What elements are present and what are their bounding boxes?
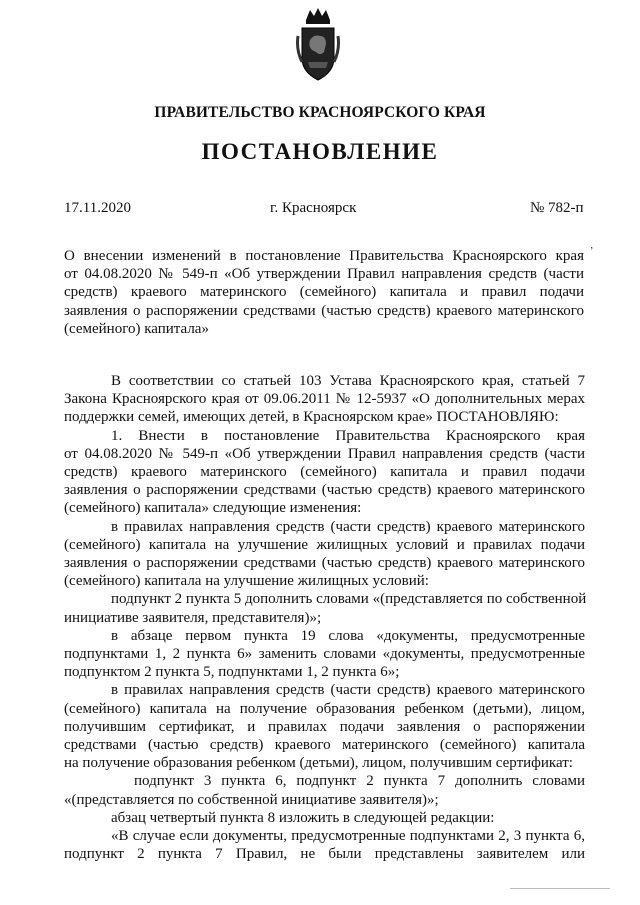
body-line: от 04.08.2020 № 549-п «Об утверждении Правил направления средств (части	[64, 445, 585, 462]
subject-line: заявления о распоряжении средствами (частью средств) краевого материнского	[64, 302, 584, 319]
document-number: № 782-п	[530, 200, 584, 216]
subject-line: (семейного) капитала»	[64, 320, 209, 337]
body-line: заявления о распоряжении средствами (частью средств) краевого материнского	[64, 555, 585, 572]
document-place: г. Красноярск	[270, 200, 357, 216]
body-line: средствами (частью средств) краевого материнского (семейного) капитала	[64, 737, 585, 754]
page-divider	[510, 888, 610, 889]
body-line: инициативе заявителя, представителя)»;	[64, 609, 322, 626]
organization-title: ПРАВИТЕЛЬСТВО КРАСНОЯРСКОГО КРАЯ	[154, 104, 486, 121]
body-line: В соответствии со статьей 103 Устава Красноярского края, статьей 7	[111, 373, 585, 389]
body-line: средств) краевого материнского (семейного) капитала и правил подачи	[64, 464, 585, 481]
body-line: (семейного) капитала на улучшение жилищных условий:	[64, 573, 429, 590]
subject-line: от 04.08.2020 № 549-п «Об утверждении Правил направления средств (части	[64, 266, 584, 283]
document-body	[64, 372, 585, 863]
subject-line: средств) краевого материнского (семейного) капитала и правил подачи	[64, 284, 584, 301]
scan-mark: ʼ	[590, 246, 594, 257]
body-line: подпунктами 1, 2 пункта 6» заменить словами «документы, предусмотренные	[64, 646, 585, 663]
body-line: (семейного) капитала на улучшение жилищных условий и правилах подачи	[64, 536, 585, 553]
document-subject	[64, 247, 584, 338]
body-line: подпункт 2 пункта 7 Правил, не были представлены заявителем или	[64, 846, 585, 863]
body-line: в правилах направления средств (части средств) краевого материнского	[111, 518, 585, 535]
body-line: в абзаце первом пункта 19 слова «документы, предусмотренные	[111, 627, 585, 644]
body-line: Закона Красноярского края от 09.06.2011 № 12-5937 «О дополнительных мерах	[64, 391, 585, 408]
subject-line: О внесении изменений в постановление Правительства Красноярского края	[64, 248, 584, 264]
body-line: (семейного) капитала» следующие изменения:	[64, 500, 362, 517]
body-line: абзац четвертый пункта 8 изложить в следующей редакции:	[111, 809, 495, 826]
body-line: «(представляется по собственной инициативе заявителя)»;	[64, 791, 439, 808]
document-type-title: ПОСТАНОВЛЕНИЕ	[201, 139, 439, 164]
body-line: 1. Внести в постановление Правительства Красноярского края	[111, 427, 585, 444]
body-line: (семейного) капитала на получение образования ребенком (детьми), лицом,	[64, 700, 585, 717]
coat-of-arms-emblem	[296, 6, 340, 82]
body-line: подпункт 3 пункта 6, подпункт 2 пункта 7 дополнить словами	[134, 773, 585, 790]
body-line: «В случае если документы, предусмотренные подпунктами 2, 3 пункта 6,	[111, 828, 585, 845]
body-line: получившим сертификат, и правилах подачи заявления о распоряжении	[64, 718, 585, 735]
body-line: на получение образования ребенком (детьми), лицом, получившим сертификат:	[64, 755, 573, 772]
body-line: в правилах направления средств (части средств) краевого материнского	[111, 682, 585, 699]
body-line: заявления о распоряжении средствами (частью средств) краевого материнского	[64, 482, 585, 499]
document-date: 17.11.2020	[64, 200, 131, 216]
body-line: поддержки семей, имеющих детей, в Красноярском крае» ПОСТАНОВЛЯЮ:	[64, 409, 559, 426]
body-line: подпункт 2 пункта 5 дополнить словами «(представляется по собственной	[111, 591, 587, 608]
body-line: подпунктом 2 пункта 5, подпунктами 1, 2 пункта 6»;	[64, 664, 400, 681]
